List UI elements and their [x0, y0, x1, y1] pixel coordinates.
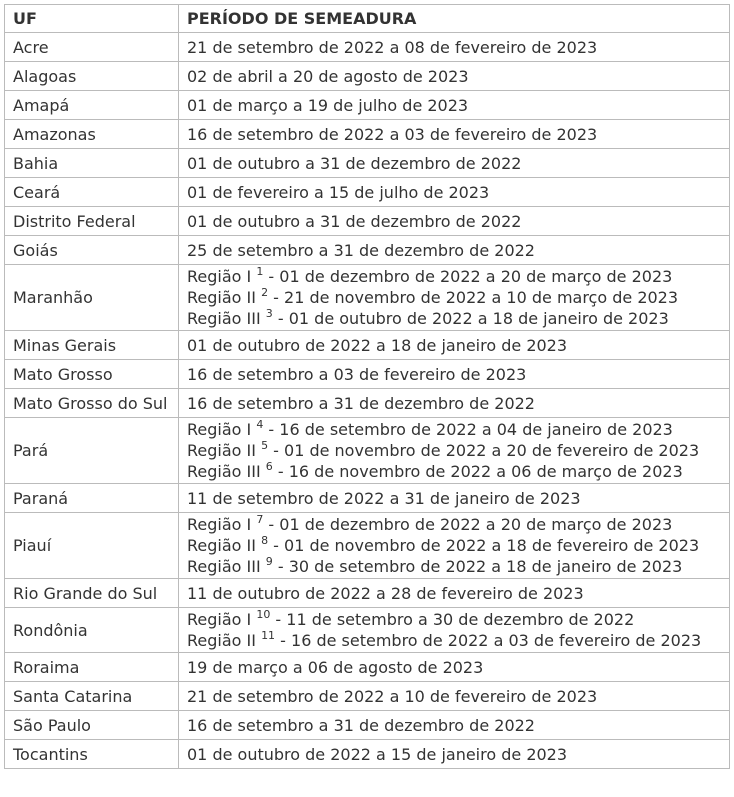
region-period: - 01 de dezembro de 2022 a 20 de março de 2023 — [263, 267, 673, 286]
table-row — [5, 265, 730, 331]
footnote-marker: 4 — [256, 417, 264, 431]
table-row — [5, 207, 730, 236]
region-line — [187, 609, 721, 630]
periodo-cell: 16 de setembro a 31 de dezembro de 2022 — [179, 389, 730, 418]
uf-cell: Maranhão — [5, 265, 179, 331]
periodo-cell — [179, 513, 730, 579]
region-period: - 30 de setembro de 2022 a 18 de janeiro de 2023 — [272, 557, 683, 576]
periodo-cell: 01 de outubro a 31 de dezembro de 2022 — [179, 149, 730, 178]
periodo-cell: 01 de março a 19 de julho de 2023 — [179, 91, 730, 120]
table-row — [5, 711, 730, 740]
region-label: Região II — [187, 631, 256, 650]
region-period: - 16 de setembro de 2022 a 03 de fevereiro de 2023 — [275, 631, 702, 650]
region-period: - 01 de outubro de 2022 a 18 de janeiro de 2023 — [272, 309, 669, 328]
region-period: - 01 de novembro de 2022 a 20 de fevereiro de 2023 — [268, 441, 700, 460]
table-row — [5, 149, 730, 178]
table-row — [5, 236, 730, 265]
uf-cell: Ceará — [5, 178, 179, 207]
header-uf: UF — [5, 5, 179, 33]
periodo-cell: 11 de setembro de 2022 a 31 de janeiro de 2023 — [179, 484, 730, 513]
periodo-cell — [179, 265, 730, 331]
uf-cell: Rondônia — [5, 608, 179, 653]
uf-cell: Amapá — [5, 91, 179, 120]
region-line — [187, 514, 721, 535]
region-label: Região I — [187, 515, 252, 534]
region-line — [187, 287, 721, 308]
region-label: Região II — [187, 441, 256, 460]
uf-cell: Tocantins — [5, 740, 179, 769]
region-label: Região I — [187, 267, 252, 286]
region-line — [187, 535, 721, 556]
region-period: - 01 de dezembro de 2022 a 20 de março de 2023 — [263, 515, 673, 534]
table-row — [5, 389, 730, 418]
uf-cell: Paraná — [5, 484, 179, 513]
uf-cell: Rio Grande do Sul — [5, 579, 179, 608]
footnote-marker: 3 — [265, 306, 273, 320]
table-body — [5, 33, 730, 769]
table-row — [5, 62, 730, 91]
footnote-marker: 9 — [265, 554, 273, 568]
region-line — [187, 266, 721, 287]
region-label: Região II — [187, 288, 256, 307]
periodo-cell: 02 de abril a 20 de agosto de 2023 — [179, 62, 730, 91]
footnote-marker: 5 — [261, 438, 269, 452]
periodo-cell: 25 de setembro a 31 de dezembro de 2022 — [179, 236, 730, 265]
uf-cell: Goiás — [5, 236, 179, 265]
table-row — [5, 360, 730, 389]
periodo-cell: 01 de outubro de 2022 a 18 de janeiro de 2023 — [179, 331, 730, 360]
periodo-cell: 01 de outubro de 2022 a 15 de janeiro de 2023 — [179, 740, 730, 769]
sowing-period-table — [4, 4, 730, 769]
table-row — [5, 579, 730, 608]
footnote-marker: 8 — [261, 533, 269, 547]
uf-cell: Alagoas — [5, 62, 179, 91]
periodo-cell: 16 de setembro a 31 de dezembro de 2022 — [179, 711, 730, 740]
region-label: Região I — [187, 610, 252, 629]
region-period: - 16 de novembro de 2022 a 06 de março de 2023 — [272, 462, 683, 481]
table-row — [5, 608, 730, 653]
table-row — [5, 331, 730, 360]
footnote-marker: 10 — [256, 607, 271, 621]
uf-cell: Piauí — [5, 513, 179, 579]
uf-cell: Santa Catarina — [5, 682, 179, 711]
table-row — [5, 513, 730, 579]
region-line — [187, 440, 721, 461]
periodo-cell: 21 de setembro de 2022 a 08 de fevereiro de 2023 — [179, 33, 730, 62]
header-periodo: PERÍODO DE SEMEADURA — [179, 5, 730, 33]
footnote-marker: 2 — [261, 285, 269, 299]
region-label: Região III — [187, 557, 261, 576]
periodo-cell — [179, 608, 730, 653]
region-line — [187, 308, 721, 329]
uf-cell: Pará — [5, 418, 179, 484]
region-label: Região III — [187, 462, 261, 481]
region-period: - 01 de novembro de 2022 a 18 de fevereiro de 2023 — [268, 536, 700, 555]
periodo-cell: 16 de setembro a 03 de fevereiro de 2023 — [179, 360, 730, 389]
region-line — [187, 419, 721, 440]
region-line — [187, 461, 721, 482]
table-row — [5, 682, 730, 711]
periodo-cell: 19 de março a 06 de agosto de 2023 — [179, 653, 730, 682]
table-row — [5, 91, 730, 120]
periodo-cell: 11 de outubro de 2022 a 28 de fevereiro de 2023 — [179, 579, 730, 608]
region-period: - 16 de setembro de 2022 a 04 de janeiro de 2023 — [263, 420, 673, 439]
uf-cell: São Paulo — [5, 711, 179, 740]
region-label: Região III — [187, 309, 261, 328]
region-period: - 21 de novembro de 2022 a 10 de março de 2023 — [268, 288, 679, 307]
table-header-row — [5, 5, 730, 33]
table-row — [5, 178, 730, 207]
uf-cell: Bahia — [5, 149, 179, 178]
table-row — [5, 33, 730, 62]
uf-cell: Mato Grosso do Sul — [5, 389, 179, 418]
periodo-cell: 01 de fevereiro a 15 de julho de 2023 — [179, 178, 730, 207]
uf-cell: Roraima — [5, 653, 179, 682]
footnote-marker: 6 — [265, 459, 273, 473]
uf-cell: Minas Gerais — [5, 331, 179, 360]
table-row — [5, 418, 730, 484]
table-row — [5, 120, 730, 149]
region-line — [187, 630, 721, 651]
uf-cell: Amazonas — [5, 120, 179, 149]
uf-cell: Mato Grosso — [5, 360, 179, 389]
uf-cell: Distrito Federal — [5, 207, 179, 236]
periodo-cell: 01 de outubro a 31 de dezembro de 2022 — [179, 207, 730, 236]
periodo-cell — [179, 418, 730, 484]
uf-cell: Acre — [5, 33, 179, 62]
table-row — [5, 740, 730, 769]
region-period: - 11 de setembro a 30 de dezembro de 2022 — [270, 610, 635, 629]
footnote-marker: 7 — [256, 512, 264, 526]
region-line — [187, 556, 721, 577]
periodo-cell: 21 de setembro de 2022 a 10 de fevereiro de 2023 — [179, 682, 730, 711]
table-row — [5, 484, 730, 513]
footnote-marker: 1 — [256, 264, 264, 278]
periodo-cell: 16 de setembro de 2022 a 03 de fevereiro de 2023 — [179, 120, 730, 149]
footnote-marker: 11 — [261, 628, 276, 642]
table-row — [5, 653, 730, 682]
region-label: Região II — [187, 536, 256, 555]
region-label: Região I — [187, 420, 252, 439]
